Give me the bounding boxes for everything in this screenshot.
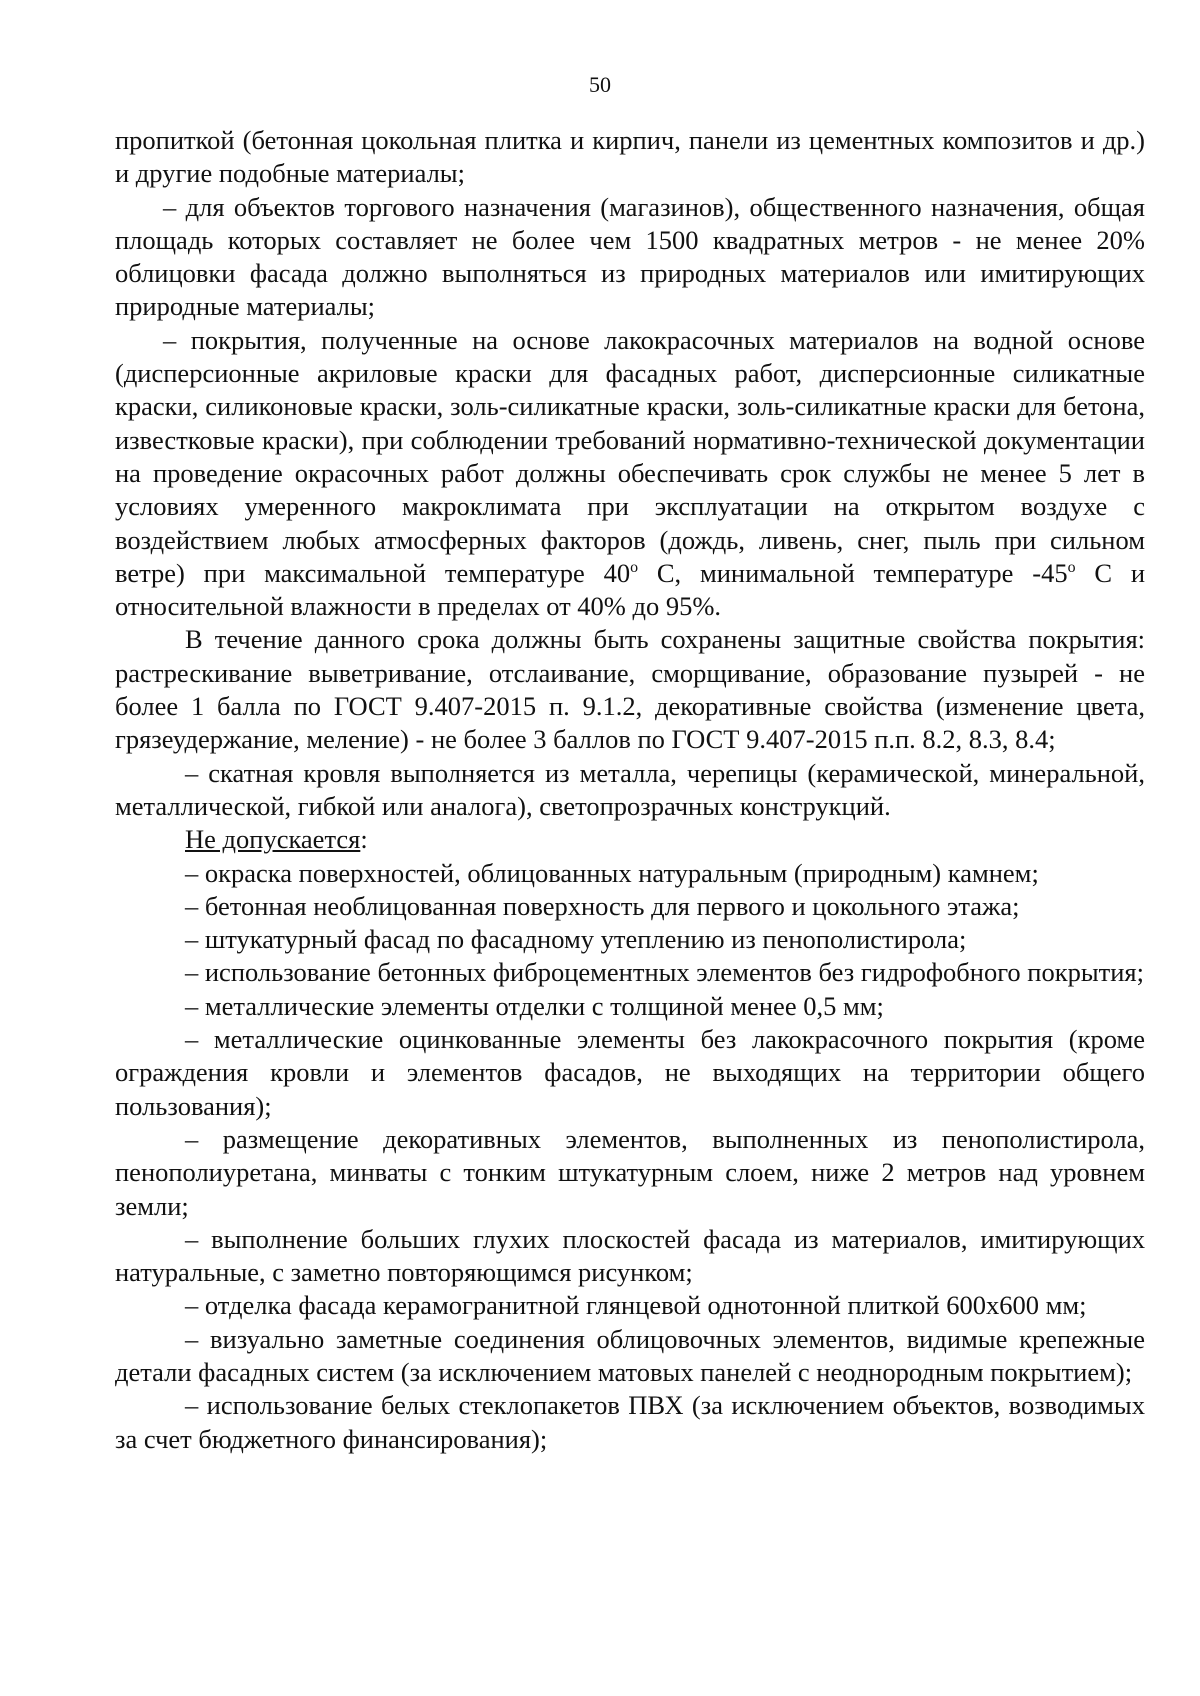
list-item-decorative-elements: – размещение декоративных элементов, выполненных из пенополистирола, пенополиуретана, минваты с тонким штукатурным слоем, ниже 2 метров над уровнем земли; bbox=[115, 1123, 1145, 1221]
list-item-pitched-roof: – скатная кровля выполняется из металла, черепицы (керамической, минеральной, металлической, гибкой или аналога), светопрозрачных конструкций. bbox=[115, 757, 1145, 821]
degree-mark-min: о bbox=[1067, 559, 1076, 577]
list-item-plaster-facade: – штукатурный фасад по фасадному утеплению из пенополистирола; bbox=[185, 924, 967, 955]
list-item-visible-joints: – визуально заметные соединения облицовочных элементов, видимые крепежные детали фасадных систем (за исключением матовых панелей с неоднородным покрытием); bbox=[115, 1323, 1145, 1387]
list-item-bare-concrete: – бетонная необлицованная поверхность для первого и цокольного этажа; bbox=[185, 890, 1020, 921]
list-item-thin-metal: – металлические элементы отделки с толщиной менее 0,5 мм; bbox=[185, 990, 884, 1021]
heading-colon: : bbox=[360, 824, 368, 855]
document-body bbox=[115, 124, 1145, 1456]
coatings-text-part2: С, минимальной температуре -45 bbox=[638, 557, 1068, 588]
paragraph-continuation: пропиткой (бетонная цокольная плитка и кирпич, панели из цементных композитов и др.) и другие подобные материалы; bbox=[115, 125, 1145, 189]
coatings-text-part1: – покрытия, полученные на основе лакокрасочных материалов на водной основе (дисперсионные акриловые краски для фасадных работ, дисперсионные силикатные краски, силиконовые краски, золь-силикатные краски, золь-силикатные краски для бетона, известковые краски), при соблюдении требований нормативно-технической документации на проведение окрасочных работ должны обеспечивать срок службы не менее 5 лет в условиях умеренного макроклимата при эксплуатации на открытом воздухе с воздействием любых атмосферных факторов (дождь, ливень, снег, пыль при сильном ветре) при максимальной температуре 40 bbox=[115, 324, 1145, 588]
list-item-glossy-tile: – отделка фасада керамогранитной глянцевой однотонной плиткой 600х600 мм; bbox=[185, 1290, 1087, 1321]
section-heading-not-allowed bbox=[115, 823, 1145, 856]
list-item-coatings bbox=[115, 324, 1145, 624]
list-item-white-pvc: – использование белых стеклопакетов ПВХ (за исключением объектов, возводимых за счет бюджетного финансирования); bbox=[115, 1390, 1145, 1454]
list-item-galvanized: – металлические оцинкованные элементы без лакокрасочного покрытия (кроме ограждения кровли и элементов фасадов, не выходящих на территории общего пользования); bbox=[115, 1024, 1145, 1121]
page-number: 50 bbox=[589, 72, 611, 97]
degree-mark-max: о bbox=[630, 559, 639, 577]
coatings-text-part3: С и относительной влажности в пределах от 40% до 95%. bbox=[115, 557, 1145, 622]
list-item-fiber-cement: – использование бетонных фиброцементных элементов без гидрофобного покрытия; bbox=[185, 957, 1144, 988]
paragraph-protective-properties: В течение данного срока должны быть сохранены защитные свойства покрытия: растрескивание выветривание, отслаивание, сморщивание, образование пузырей - не более 1 балла по ГОСТ 9.407-2015 п. 9.1.2, декоративные свойства (изменение цвета, грязеудержание, меление) - не более 3 баллов по ГОСТ 9.407-2015 п.п. 8.2, 8.3, 8.4; bbox=[115, 624, 1145, 755]
list-item-painting-stone: – окраска поверхностей, облицованных натуральным (природным) камнем; bbox=[185, 857, 1039, 888]
not-allowed-heading: Не допускается bbox=[185, 824, 361, 855]
list-item-trade-objects: – для объектов торгового назначения (магазинов), общественного назначения, общая площадь которых составляет не более чем 1500 квадратных метров - не менее 20% облицовки фасада должно выполняться из природных материалов или имитирующих природные материалы; bbox=[115, 191, 1145, 322]
list-item-blank-planes: – выполнение больших глухих плоскостей фасада из материалов, имитирующих натуральные, с заметно повторяющимся рисунком; bbox=[115, 1223, 1145, 1288]
